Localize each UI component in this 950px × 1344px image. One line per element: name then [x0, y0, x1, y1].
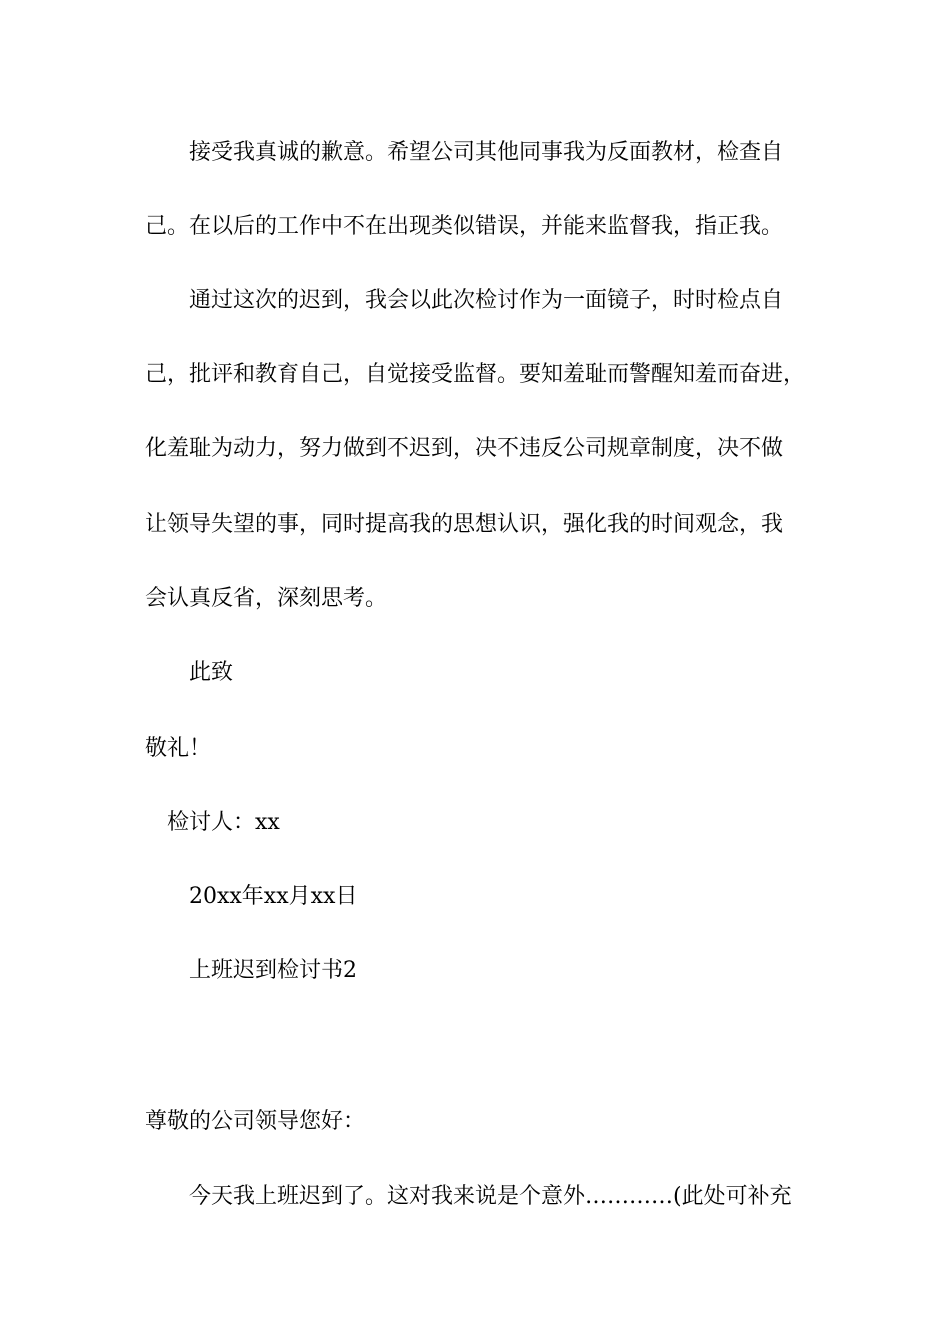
salutation-text: 敬礼！ — [145, 736, 212, 761]
closing-text: 此致 — [189, 660, 234, 685]
paragraph-line: 今天我上班迟到了。这对我来说是个意外…………(此处可补充 — [189, 1184, 792, 1209]
paragraph-line: 会认真反省，深刻思考。 — [145, 586, 388, 611]
greeting-line: 尊敬的公司领导您好： — [145, 1109, 366, 1134]
paragraph-line: 化羞耻为动力，努力做到不迟到，决不违反公司规章制度，决不做 — [145, 436, 784, 461]
paragraph-line: 让领导失望的事，同时提高我的思想认识，强化我的时间观念，我 — [145, 512, 784, 537]
paragraph-line: 己。在以后的工作中不在出现类似错误，并能来监督我，指正我。 — [145, 214, 784, 239]
signature-line: 检讨人：xx — [167, 810, 280, 835]
paragraph-line: 接受我真诚的歉意。希望公司其他同事我为反面教材，检查自 — [189, 140, 784, 165]
section-title: 上班迟到检讨书2 — [189, 958, 357, 983]
paragraph-line: 己，批评和教育自己，自觉接受监督。要知羞耻而警醒知羞而奋进， — [145, 362, 806, 387]
date-line: 20xx年xx月xx日 — [189, 884, 358, 909]
paragraph-line: 通过这次的迟到，我会以此次检讨作为一面镜子，时时检点自 — [189, 288, 784, 313]
